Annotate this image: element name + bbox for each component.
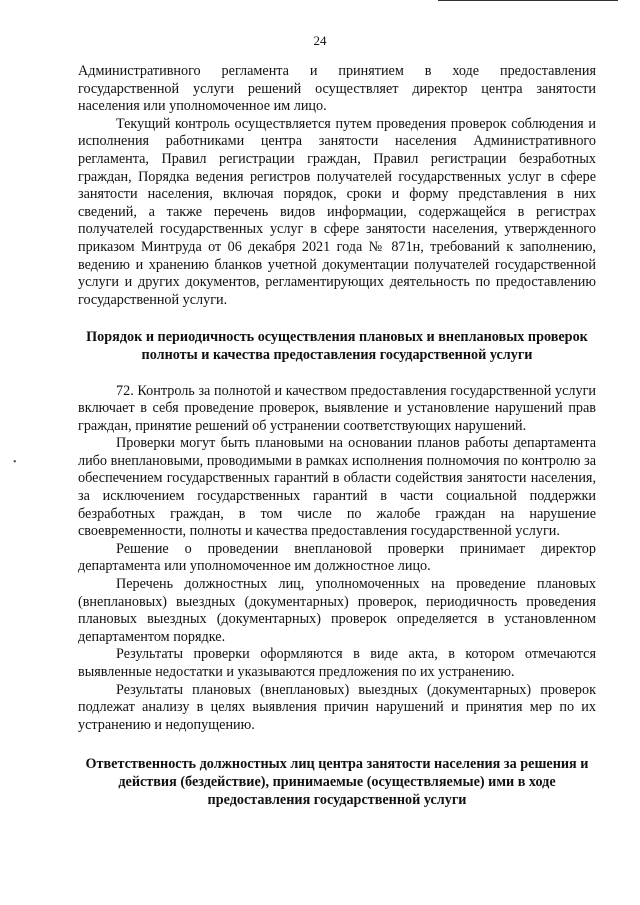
document-body <box>78 63 596 809</box>
paragraph-results-analysis: Результаты плановых (внеплановых) выездных (документарных) проверок подлежат анализу в целях выявления причин нарушений и принятия мер по их устранению и недопущению. <box>78 681 596 733</box>
top-edge-line <box>438 0 618 1</box>
section-heading-responsibility: Ответственность должностных лиц центра занятости населения за решения и действия (бездействие), принимаемые (осуществляемые) ими в ходе предоставления государственной услуги <box>85 756 589 808</box>
page-number: 24 <box>313 33 327 48</box>
paragraph-current-control: Текущий контроль осуществляется путем проведения проверок соблюдения и исполнения работниками центра занятости населения Административного регламента, Правил регистрации граждан, Правил регистрации безработных граждан, Порядка ведения регистров получателей государственных услуг в сфере занятости населения, включая порядок, сроки и форму представления в них сведений, а также перечень видов информации, содержащейся в регистрах получателей государственных услуг в сфере занятости населения, утвержденного приказом Минтруда от 06 декабря 2021 года № 871н, требований к заполнению, ведению и хранению бланков учетной документации получателей государственной услуги и других документов, регламентирующих деятельность по предоставлению государственной услуги. <box>78 115 596 308</box>
paragraph-results-act: Результаты проверки оформляются в виде акта, в котором отмечаются выявленные недостатки и указываются предложения по их устранению. <box>78 646 596 680</box>
paragraph-continuation: Административного регламента и принятием в ходе предоставления государственной услуги решений осуществляет директор центра занятости населения или уполномоченное им лицо. <box>78 63 596 115</box>
section-heading-inspections: Порядок и периодичность осуществления плановых и внеплановых проверок полноты и качества предоставления государственной услуги <box>86 329 588 363</box>
margin-dot: • <box>13 457 17 468</box>
paragraph-officials-list: Перечень должностных лиц, уполномоченных на проведение плановых (внеплановых) выездных (документарных) проверок, периодичность проведения плановых выездных (документарных) проверок определяется в установленном департаментом порядке. <box>78 576 596 645</box>
paragraph-inspection-types: Проверки могут быть плановыми на основании планов работы департамента либо внеплановыми, проводимыми в рамках исполнения полномочия по контролю за обеспечением государственных гарантий в области содействия занятости населения, за исключением государственных гарантий в части социальной поддержки безработных граждан, в том числе по жалобе граждан на нарушение своевременности, полноты и качества предоставления государственной услуги. <box>78 435 596 540</box>
paragraph-unscheduled-decision: Решение о проведении внеплановой проверки принимает директор департамента или уполномоченное им должностное лицо. <box>78 540 596 575</box>
paragraph-72: 72. Контроль за полнотой и качеством предоставления государственной услуги включает в себя проведение проверок, выявление и установление нарушений прав граждан, принятие решений об устранении соответствующих нарушений. <box>78 382 596 434</box>
